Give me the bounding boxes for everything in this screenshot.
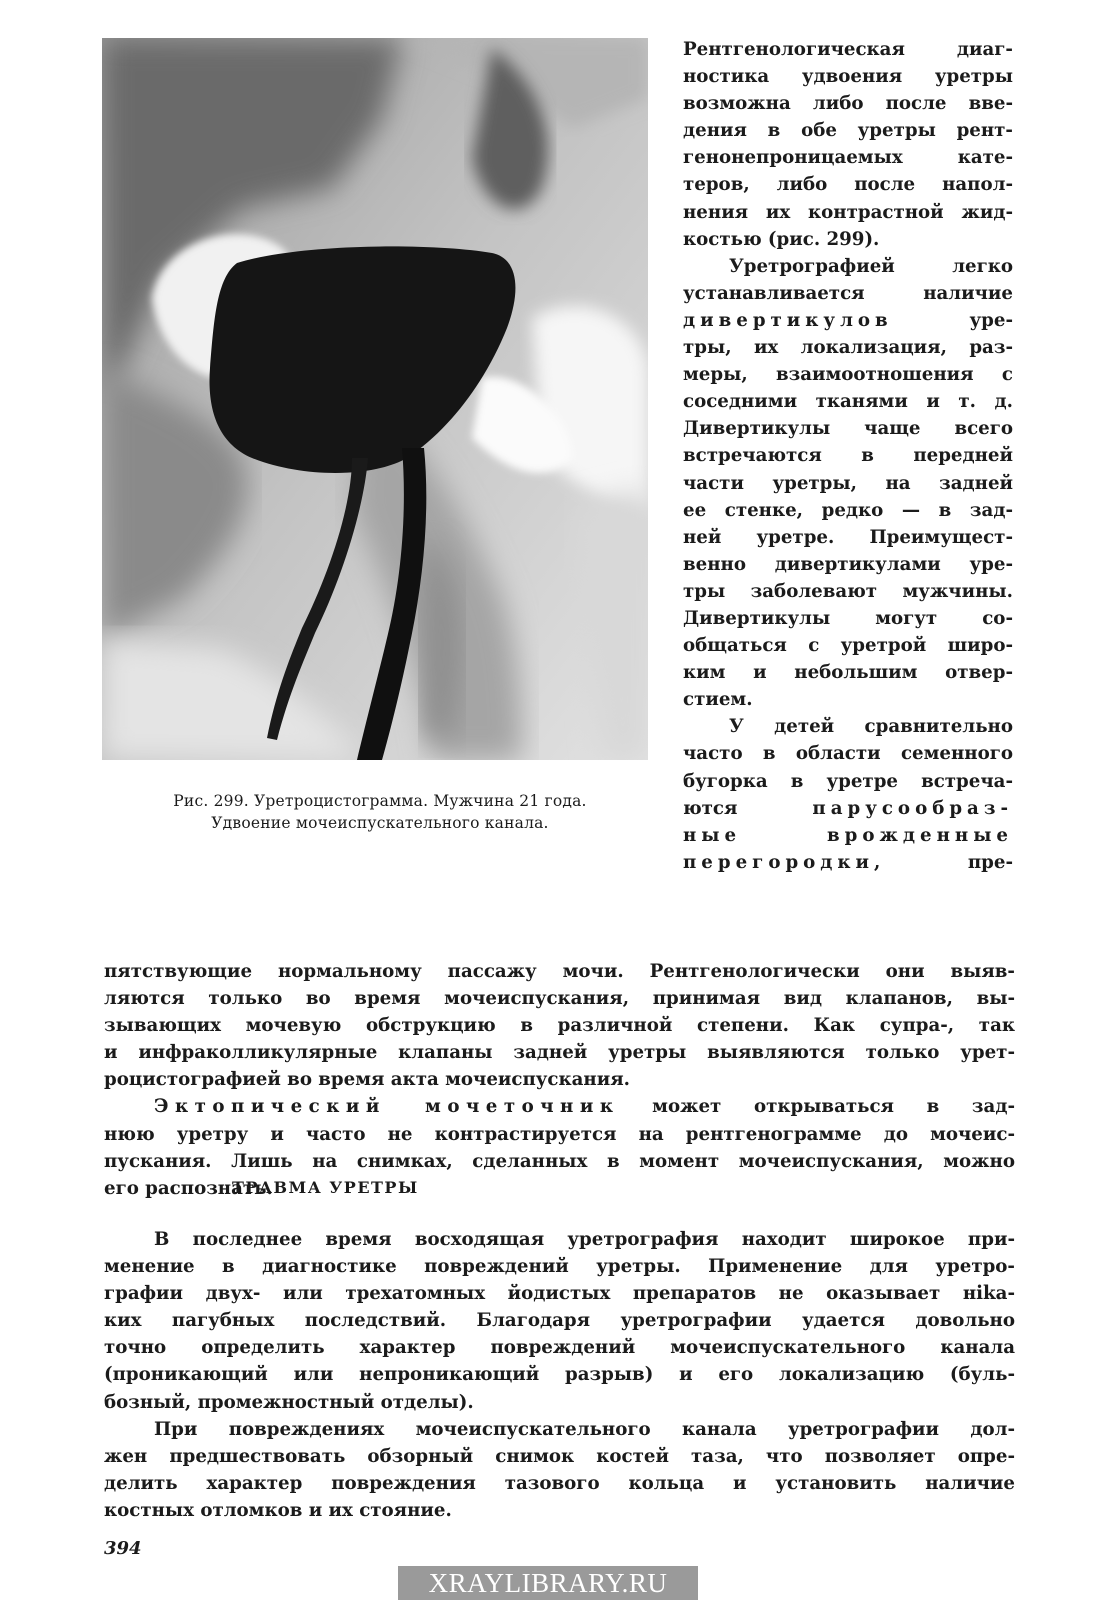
text-line: часто в области семенного [683,743,1013,765]
text-line [683,849,1013,876]
text-line: ней уретре. Преимущест- [683,526,1013,548]
text-line: В последнее время восходящая уретрография находит широкое при- [154,1229,1015,1250]
text-fragment: ются [683,797,738,819]
text-line: нения их контрастной жид- [683,201,1013,223]
text-line: генонепроницаемых кате- [683,147,1013,169]
text-line: общаться с уретрой широ- [683,635,1013,657]
text-line: Рентгенологическая диаг- [683,39,1013,60]
text-line: нюю уретру и часто не контрастируется на рентгенограмме до мочеис- [104,1123,1015,1145]
text-line [683,795,1013,822]
text-line: костных отломков и их стояние. [104,1499,452,1521]
urethrocystogram-image [102,38,648,760]
text-line: бозный, промежностный отделы). [104,1391,474,1413]
watermark-banner: XRAYLIBRARY.RU [398,1566,698,1600]
spaced-term: парусообраз- [812,797,1013,819]
right-column-text [683,36,1013,876]
text-line: меры, взаимоотношения с [683,364,1013,386]
text-line: устанавливается наличие [683,282,1013,304]
text-line: тры, их локализация, раз- [683,337,1013,359]
text-line: зывающих мочевую обструкцию в различной степени. Как супра-, так [104,1015,1015,1037]
text-line: (проникающий или непроникающий разрыв) и его локализацию (буль- [104,1364,1015,1386]
spaced-term: Эктопический мочеточник [154,1096,620,1118]
text-line: жен предшествовать обзорный снимок костей таза, что позволяет опре- [104,1445,1015,1467]
text-line: встречаются в передней [683,445,1013,467]
text-line: пускания. Лишь на снимках, сделанных в момент мочеиспускания, можно [104,1150,1015,1172]
text-line: делить характер повреждения тазового кольца и установить наличие [104,1472,1015,1494]
page-number: 394 [104,1538,142,1559]
section-text [104,1226,1015,1524]
text-line [104,1093,1015,1120]
text-line: и инфраколликулярные клапаны задней уретры выявляются только урет- [104,1042,1015,1064]
text-line: венно дивертикулами уре- [683,553,1013,575]
text-fragment: уре- [892,309,1013,331]
text-line: стием. [683,689,753,711]
text-line: ким и небольшим отвер- [683,662,1013,684]
text-line: графии двух- или трехатомных йодистых препаратов не оказывает нika- [104,1283,1015,1305]
text-line: пятствующие нормальному пассажу мочи. Рентгенологически они выяв- [104,961,1015,982]
caption-line: Удвоение мочеиспускательного канала. [211,814,549,832]
text-line: У детей сравнительно [729,716,1013,738]
text-line [683,307,1013,334]
section-heading: ТРАВМА УРЕТРЫ [232,1178,419,1197]
text-line: части уретры, на задней [683,472,1013,494]
text-line: дения в обе уретры рент- [683,120,1013,142]
text-line: ностика удвоения уретры [683,66,1013,88]
text-line: ляются только во время мочеиспускания, принимая вид клапанов, вы- [104,988,1015,1010]
full-width-text [104,958,1015,1202]
text-line: При повреждениях мочеиспускательного канала уретрографии дол- [154,1418,1015,1440]
text-line: ких пагубных последствий. Благодаря уретрографии удается довольно [104,1310,1015,1332]
spaced-term: ные врожденные [683,824,1013,846]
text-line: ее стенке, редко — в зад- [683,499,1013,521]
text-line: точно определить характер повреждений мочеиспускательного канала [104,1337,1015,1359]
xray-figure-299 [102,38,648,760]
text-fragment: может открываться в зад- [619,1096,1015,1118]
text-line: возможна либо после вве- [683,93,1013,115]
text-line: соседними тканями и т. д. [683,391,1013,413]
text-line: тры заболевают мужчины. [683,580,1013,602]
text-line: бугорка в уретре встреча- [683,770,1013,792]
text-line: теров, либо после напол- [683,174,1013,196]
figure-caption [100,790,660,834]
text-line: костью (рис. 299). [683,228,880,250]
text-line: Уретрографией легко [729,255,1013,277]
text-line: Дивертикулы чаще всего [683,418,1013,440]
text-line: его распознать. [104,1177,273,1199]
text-line: менение в диагностике повреждений уретры. Применение для уретро- [104,1256,1015,1278]
text-fragment: пре- [885,851,1013,873]
caption-line: Рис. 299. Уретроцистограмма. Мужчина 21 года. [173,792,587,810]
text-line: роцистографией во время акта мочеиспускания. [104,1069,630,1091]
spaced-term: перегородки, [683,851,886,873]
spaced-term: дивертикулов [683,309,893,331]
text-line: Дивертикулы могут со- [683,607,1013,629]
